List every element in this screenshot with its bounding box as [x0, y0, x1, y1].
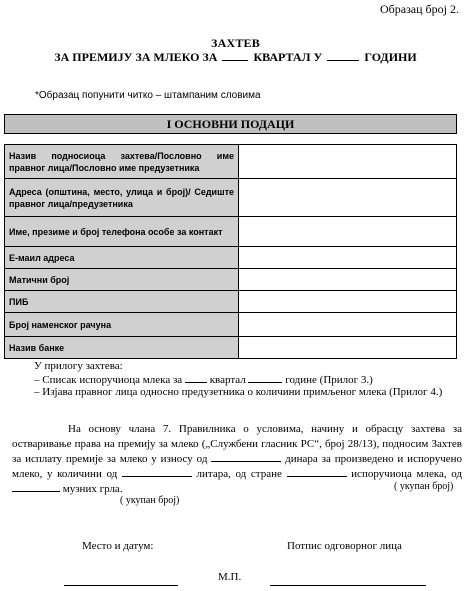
field-value-account-number[interactable]: [239, 313, 457, 337]
table-row: [5, 179, 457, 217]
field-value-email[interactable]: [239, 247, 457, 269]
subtitle-part-3: ГОДИНИ: [364, 50, 417, 64]
fill-instruction: *Образац попунити читко – штампаним словима: [35, 90, 261, 101]
form-number: Образац број 2.: [379, 2, 459, 16]
attachments-heading: У прилогу захтева:: [34, 360, 123, 372]
field-label-registration-number: Матични број: [5, 269, 239, 291]
place-date-line[interactable]: [64, 584, 178, 586]
field-label-bank-name: Назив банке: [5, 337, 239, 359]
field-label-address: Адреса (општина, место, улица и број)/ Седиште правног лица/предузетника: [5, 179, 239, 217]
field-label-account-number: Број наменског рачуна: [5, 313, 239, 337]
signature-label: Потпис одговорног лица: [287, 540, 402, 552]
attachment-item-1: – Списак испоручиоца млека за квартал године (Прилог 3.): [34, 374, 373, 386]
section-header-basic-data: I ОСНОВНИ ПОДАЦИ: [4, 114, 457, 134]
field-value-address[interactable]: [239, 179, 457, 217]
quarter-blank[interactable]: [222, 50, 248, 61]
table-row: [5, 269, 457, 291]
subtitle-part-1: ЗА ПРЕМИЈУ ЗА МЛЕКО ЗА: [54, 50, 218, 64]
attachment-quarter-blank[interactable]: [185, 373, 207, 383]
total-number-note-1: ( укупан број): [394, 481, 454, 492]
quantity-blank[interactable]: [122, 467, 192, 477]
table-row: [5, 291, 457, 313]
table-row: [5, 145, 457, 179]
subtitle-part-2: КВАРТАЛ У: [253, 50, 323, 64]
attachment-item-2: – Изјава правног лица односно предузетника о количини примљеног млека (Прилог 4.): [34, 386, 443, 398]
field-value-tax-id[interactable]: [239, 291, 457, 313]
table-row: [5, 217, 457, 247]
year-blank[interactable]: [327, 50, 359, 61]
table-row: [5, 247, 457, 269]
place-date-label: Место и датум:: [82, 540, 154, 552]
field-value-applicant-name[interactable]: [239, 145, 457, 179]
field-label-applicant-name: Назив подносиоца захтева/Пословно име правног лица/Пословно име предузетника: [5, 145, 239, 179]
form-title: ЗАХТЕВ: [211, 36, 260, 50]
field-label-tax-id: ПИБ: [5, 291, 239, 313]
signature-line[interactable]: [270, 584, 426, 586]
field-value-registration-number[interactable]: [239, 269, 457, 291]
seal-label: М.П.: [218, 571, 242, 583]
amount-blank[interactable]: [211, 452, 281, 462]
field-label-email: Е-маил адреса: [5, 247, 239, 269]
field-value-contact[interactable]: [239, 217, 457, 247]
table-row: [5, 313, 457, 337]
suppliers-count-blank[interactable]: [287, 467, 347, 477]
form-subtitle: [0, 50, 471, 65]
declaration-paragraph: На основу члана 7. Правилника о условима, начину и обрасцу захтева за остваривање права на премију за млеко („Службени гласник РС“, број 28/13), подносим Захтев за исплату премије за млеко у износу од динара за произведено и испоручено млеко, у количини од литара, од стране испоручиоца млека, од музних грла.: [12, 423, 463, 495]
basic-data-table: [4, 144, 457, 359]
cows-count-blank[interactable]: [12, 482, 60, 492]
table-row: [5, 337, 457, 359]
attachment-year-blank[interactable]: [248, 373, 282, 383]
total-number-note-2: ( укупан број): [120, 495, 180, 506]
field-value-bank-name[interactable]: [239, 337, 457, 359]
field-label-contact: Име, презиме и број телефона особе за контакт: [5, 217, 239, 247]
